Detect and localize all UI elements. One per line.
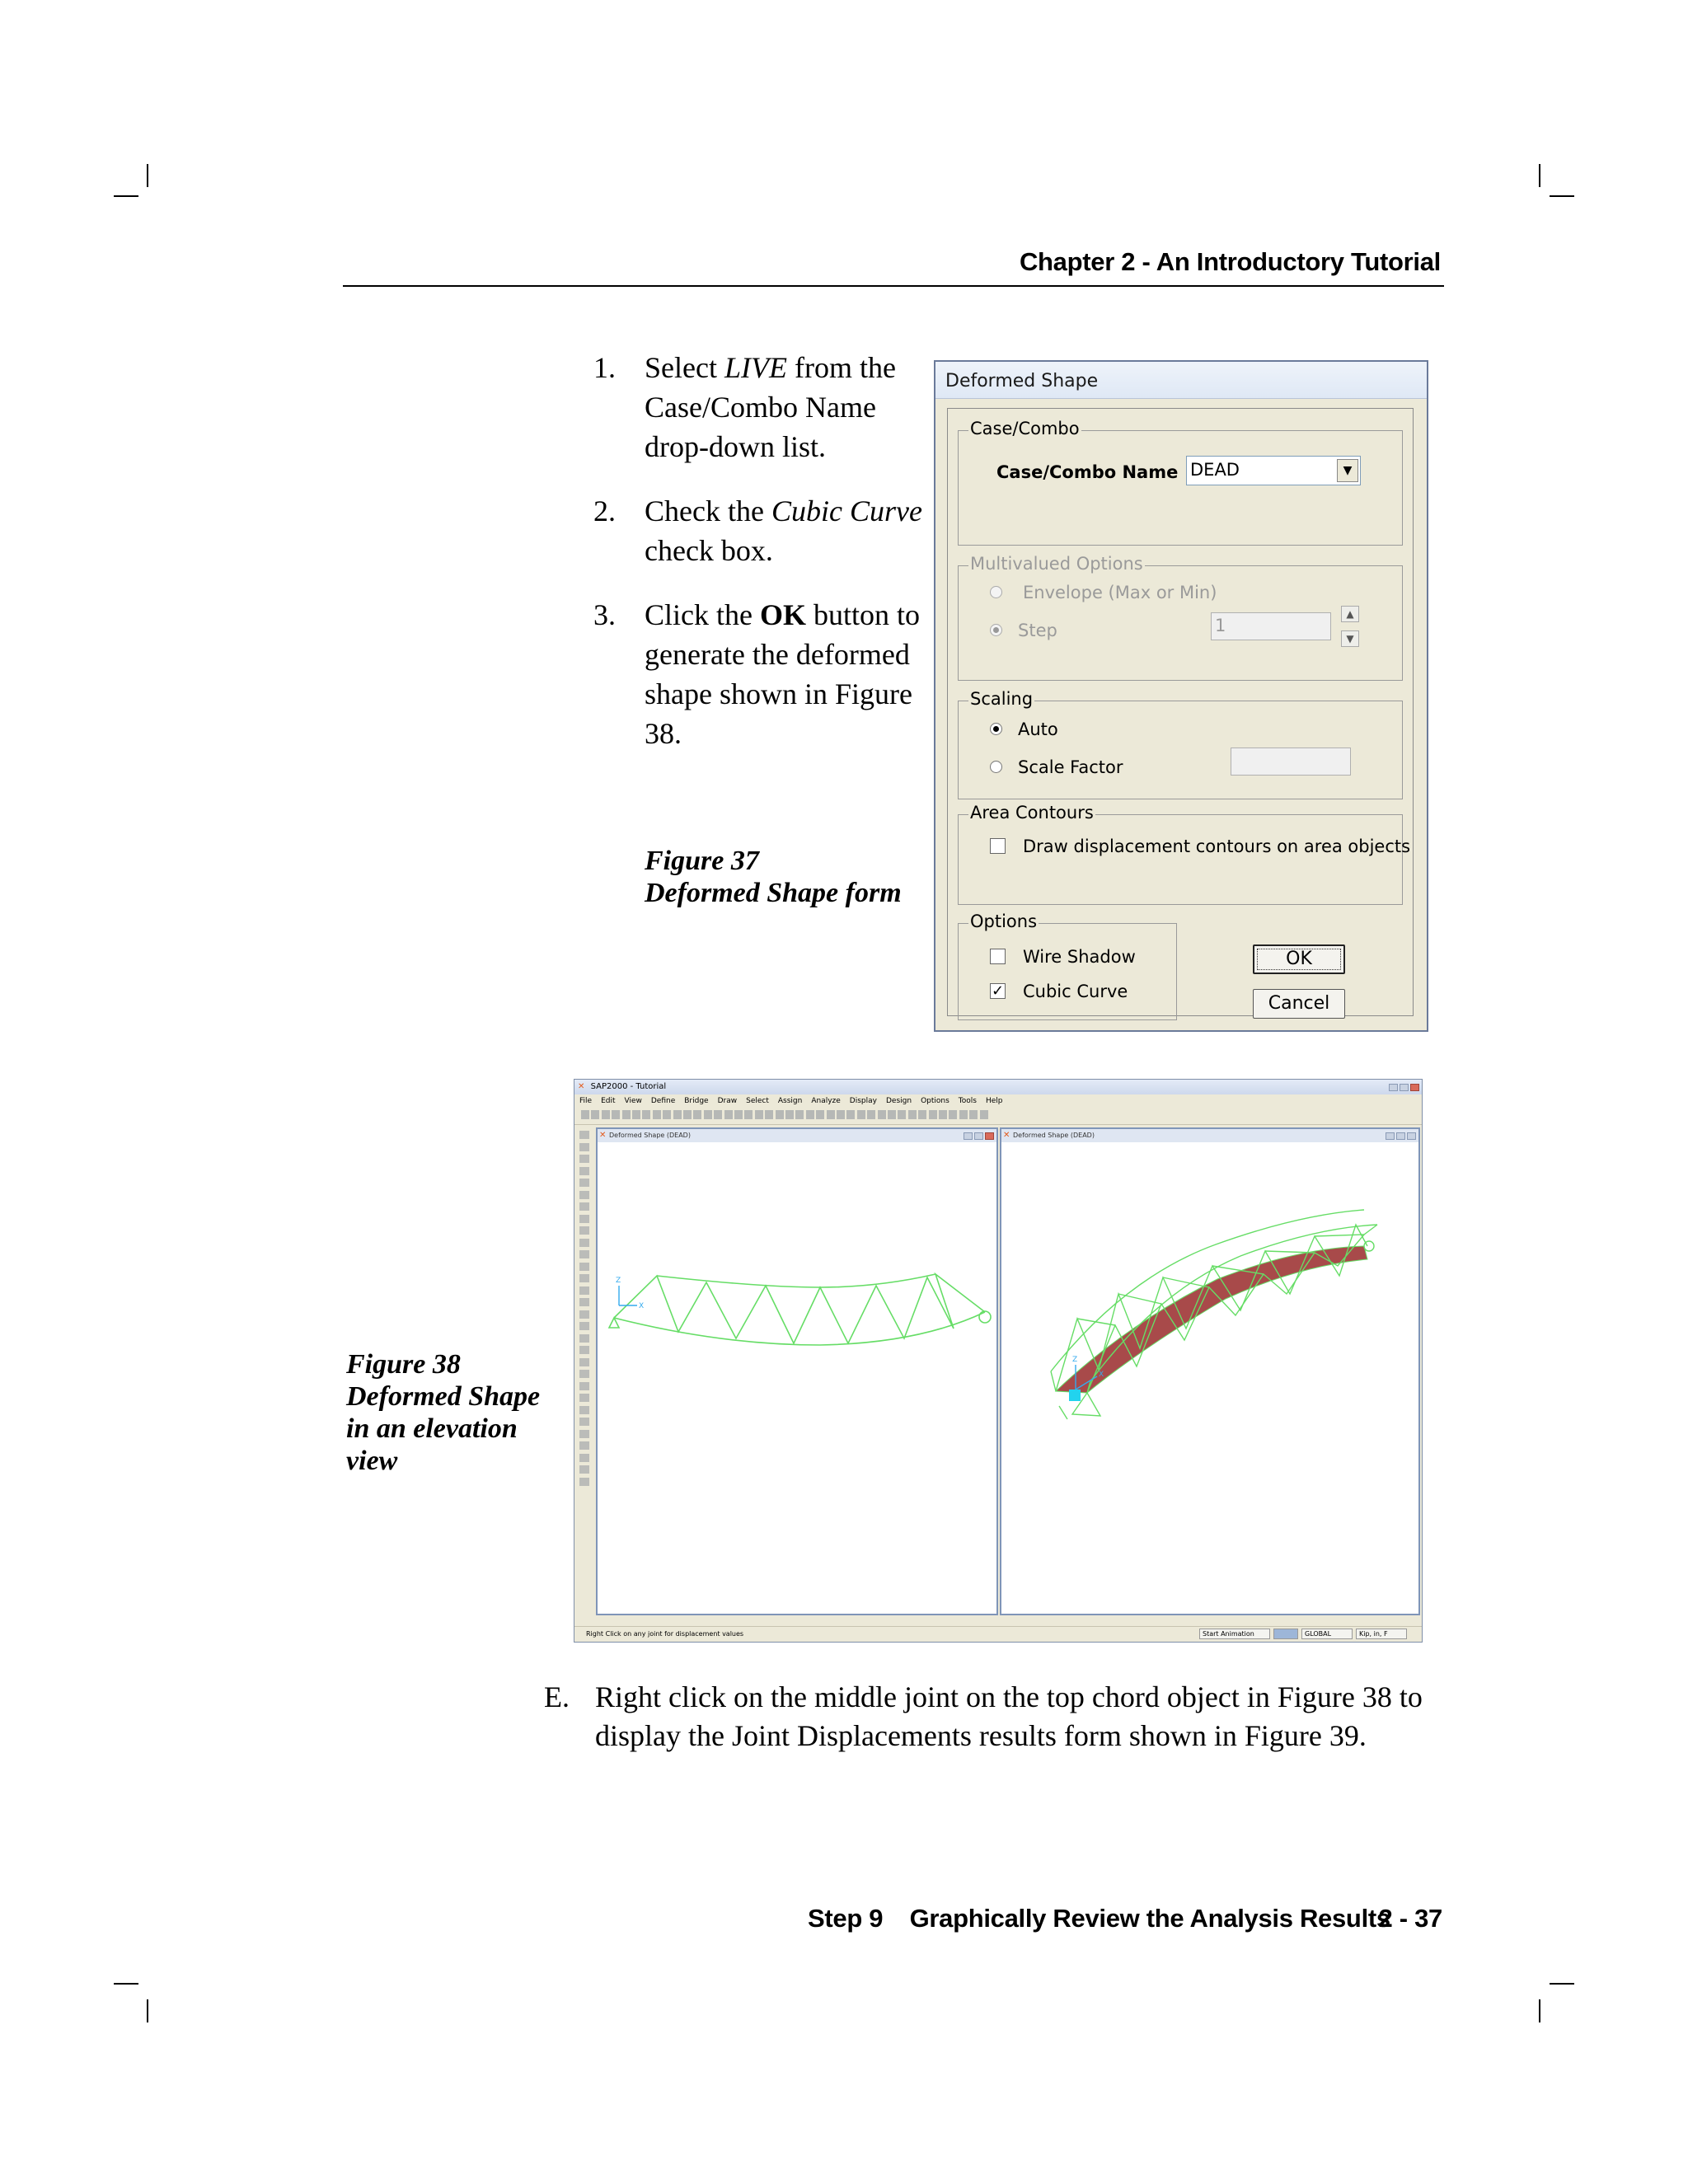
side-toolbar-icon[interactable] — [579, 1441, 589, 1450]
menu-define[interactable]: Define — [650, 1097, 676, 1105]
maximize-icon — [1400, 1084, 1409, 1091]
crop-mark — [1550, 195, 1574, 197]
side-toolbar-icon[interactable] — [579, 1430, 589, 1438]
area-contours-group: Area Contours Draw displacement contours on area objects — [958, 814, 1403, 905]
toolbar-icon[interactable] — [765, 1110, 773, 1119]
figure-label: Figure 37 — [645, 846, 759, 876]
step-number: 3. — [593, 598, 616, 631]
auto-radio[interactable] — [990, 723, 1002, 735]
scale-factor-radio[interactable] — [990, 761, 1002, 773]
multivalued-options-group: Multivalued Options Envelope (Max or Min) Step 1 ▲ ▼ — [958, 565, 1403, 681]
toolbar-icon[interactable] — [795, 1110, 804, 1119]
sap-logo-icon: ✕ — [1003, 1131, 1010, 1140]
toolbar-icon[interactable] — [939, 1110, 947, 1119]
crop-mark — [1539, 164, 1540, 187]
side-toolbar-icon[interactable] — [579, 1155, 589, 1163]
sap-logo-icon: ✕ — [578, 1082, 585, 1091]
step-up-icon[interactable]: ▲ — [1341, 606, 1359, 622]
side-toolbar-icon[interactable] — [579, 1131, 589, 1139]
toolbar-icon[interactable] — [846, 1110, 855, 1119]
menu-analyze[interactable]: Analyze — [811, 1097, 841, 1105]
menu-tools[interactable]: Tools — [958, 1097, 977, 1105]
dialog-titlebar[interactable] — [935, 362, 1427, 399]
area-contours-checkbox[interactable] — [990, 838, 1006, 854]
menu-display[interactable]: Display — [849, 1097, 877, 1105]
step-number: 2. — [593, 494, 616, 527]
toolbar-icon[interactable] — [827, 1110, 835, 1119]
toolbar-icon[interactable] — [949, 1110, 957, 1119]
toolbar-icon[interactable] — [857, 1110, 865, 1119]
minimize-icon — [964, 1132, 973, 1140]
web-members — [614, 1274, 985, 1343]
area-contours-label: Draw displacement contours on area objects — [1023, 837, 1411, 856]
figure-caption-text: in an elevation — [346, 1413, 518, 1444]
ok-button[interactable]: OK — [1253, 944, 1345, 974]
step-item: 3. Click the OK button to generate the deformed shape shown in Figure 38. — [593, 595, 923, 753]
toolbar-icon[interactable] — [806, 1110, 814, 1119]
figure-37-caption — [645, 845, 902, 909]
side-toolbar-icon[interactable] — [579, 1406, 589, 1414]
paragraph-label: E. — [544, 1680, 570, 1713]
right-view-pane[interactable] — [1000, 1127, 1420, 1615]
toolbar-icon[interactable] — [744, 1110, 753, 1119]
chapter-title: Chapter 2 - An Introductory Tutorial — [1019, 247, 1441, 276]
toolbar-icon[interactable] — [776, 1110, 784, 1119]
step-number: 1. — [593, 351, 616, 384]
maximize-icon — [1396, 1132, 1405, 1140]
toolbar-icon[interactable] — [878, 1110, 886, 1119]
crop-mark — [114, 195, 138, 197]
case-combo-name-label: Case/Combo Name — [996, 462, 1179, 482]
crop-mark — [1550, 1983, 1574, 1985]
close-icon — [985, 1132, 994, 1140]
side-toolbar-icon[interactable] — [579, 1202, 589, 1211]
side-toolbar-icon[interactable] — [579, 1263, 589, 1271]
side-toolbar-icon[interactable] — [579, 1370, 589, 1378]
side-toolbar-icon[interactable] — [579, 1215, 589, 1223]
crop-mark — [147, 164, 148, 187]
side-toolbar-icon[interactable] — [579, 1334, 589, 1343]
toolbar-icon[interactable] — [632, 1110, 640, 1119]
options-group: Options Wire Shadow ✓ Cubic Curve — [958, 923, 1177, 1020]
left-view-pane[interactable] — [596, 1127, 998, 1615]
footer-step: Step 9 — [808, 1904, 884, 1933]
side-toolbar-icon[interactable] — [579, 1179, 589, 1187]
paragraph-text: Right click on the middle joint on the top chord object in Figure 38 to display the Joint Displacements results form shown in Figure 39. — [595, 1680, 1423, 1752]
side-toolbar-icon[interactable] — [579, 1478, 589, 1486]
toolbar-icon[interactable] — [959, 1110, 968, 1119]
scale-factor-input[interactable] — [1231, 748, 1351, 776]
toolbar-icon[interactable] — [898, 1110, 906, 1119]
toolbar-icon[interactable] — [683, 1110, 692, 1119]
sap-titlebar — [574, 1080, 1422, 1094]
auto-label: Auto — [1018, 719, 1058, 739]
elevation-truss-drawing — [598, 1142, 996, 1614]
chevron-down-icon[interactable]: ▼ — [1337, 459, 1358, 482]
side-toolbar-icon[interactable] — [579, 1250, 589, 1258]
pane-title: Deformed Shape (DEAD) — [609, 1132, 691, 1139]
step-list — [593, 348, 923, 778]
side-toolbar-icon[interactable] — [579, 1382, 589, 1390]
axis-x-label: X — [639, 1302, 645, 1310]
case-combo-group: Case/Combo Case/Combo Name DEAD ▼ — [958, 430, 1403, 546]
roller-support — [1364, 1241, 1374, 1251]
axis-x-label: X — [1099, 1371, 1104, 1379]
side-toolbar-icon[interactable] — [579, 1322, 589, 1330]
footer-title: Graphically Review the Analysis Results — [909, 1904, 1390, 1933]
start-animation-button[interactable]: Start Animation — [1199, 1629, 1270, 1639]
sap-logo-icon: ✕ — [599, 1131, 607, 1140]
sap2000-screenshot — [574, 1079, 1423, 1643]
toolbar-icon[interactable] — [714, 1110, 722, 1119]
toolbar-icon[interactable] — [837, 1110, 845, 1119]
pane-title: Deformed Shape (DEAD) — [1013, 1132, 1095, 1139]
close-icon — [1407, 1132, 1416, 1140]
menu-bridge[interactable]: Bridge — [684, 1097, 709, 1105]
sap-side-toolbar — [576, 1126, 594, 1629]
page-footer — [808, 1904, 1442, 1933]
toolbar-icon[interactable] — [785, 1110, 794, 1119]
step-item: 1. Select LIVE from the Case/Combo Name drop-down list. — [593, 348, 923, 466]
menu-assign[interactable]: Assign — [777, 1097, 803, 1105]
sap-toolbar — [574, 1108, 1422, 1125]
crop-mark — [147, 1999, 148, 2022]
side-toolbar-icon[interactable] — [579, 1191, 589, 1199]
toolbar-icon[interactable] — [591, 1110, 599, 1119]
sap-statusbar — [574, 1626, 1422, 1642]
toolbar-icon[interactable] — [663, 1110, 671, 1119]
side-toolbar-icon[interactable] — [579, 1310, 589, 1319]
step-down-icon[interactable]: ▼ — [1341, 630, 1359, 647]
axis-z-label: Z — [616, 1277, 621, 1285]
toolbar-icon[interactable] — [704, 1110, 712, 1119]
toolbar-icon[interactable] — [867, 1110, 875, 1119]
side-toolbar-icon[interactable] — [579, 1298, 589, 1306]
dialog-body — [947, 408, 1414, 1016]
toolbar-icon[interactable] — [888, 1110, 896, 1119]
side-toolbar-icon[interactable] — [579, 1286, 589, 1295]
top-chord — [657, 1274, 935, 1287]
side-toolbar-icon[interactable] — [579, 1454, 589, 1462]
3d-truss-drawing — [1001, 1142, 1418, 1614]
crop-mark — [1539, 1999, 1540, 2022]
toolbar-icon[interactable] — [602, 1110, 610, 1119]
toolbar-icon[interactable] — [581, 1110, 589, 1119]
case-combo-select[interactable]: DEAD ▼ — [1186, 456, 1361, 485]
menu-options[interactable]: Options — [921, 1097, 950, 1105]
side-toolbar-icon[interactable] — [579, 1239, 589, 1247]
scaling-group: Scaling Auto Scale Factor — [958, 701, 1403, 799]
page-header — [343, 247, 1444, 287]
crop-mark — [114, 1983, 138, 1985]
side-toolbar-icon[interactable] — [579, 1465, 589, 1474]
side-toolbar-icon[interactable] — [579, 1274, 589, 1282]
coord-system-select[interactable]: GLOBAL — [1301, 1629, 1353, 1639]
pane-titlebar — [598, 1129, 996, 1142]
figure-caption-text: Deformed Shape form — [645, 878, 902, 908]
scale-factor-label: Scale Factor — [1018, 757, 1123, 777]
toolbar-icon[interactable] — [693, 1110, 701, 1119]
menu-help[interactable]: Help — [985, 1097, 1003, 1105]
side-toolbar-icon[interactable] — [579, 1143, 589, 1151]
toolbar-icon[interactable] — [622, 1110, 631, 1119]
bottom-chord — [614, 1312, 985, 1345]
body-paragraph — [544, 1678, 1442, 1755]
side-toolbar-icon[interactable] — [579, 1346, 589, 1354]
wire-shadow-checkbox[interactable] — [990, 949, 1006, 964]
side-toolbar-icon[interactable] — [579, 1358, 589, 1366]
toolbar-icon[interactable] — [816, 1110, 824, 1119]
envelope-label: Envelope (Max or Min) — [1023, 583, 1217, 602]
side-toolbar-icon[interactable] — [579, 1394, 589, 1402]
toolbar-icon[interactable] — [929, 1110, 937, 1119]
menu-draw[interactable]: Draw — [717, 1097, 738, 1105]
maximize-icon — [974, 1132, 983, 1140]
status-text: Right Click on any joint for displacement values — [586, 1630, 744, 1638]
toolbar-icon[interactable] — [673, 1110, 682, 1119]
menu-design[interactable]: Design — [885, 1097, 912, 1105]
toolbar-icon[interactable] — [969, 1110, 978, 1119]
deformed-shape-dialog — [934, 360, 1428, 1032]
toolbar-icon[interactable] — [918, 1110, 926, 1119]
sap-menubar — [574, 1094, 1422, 1108]
menu-file[interactable]: File — [579, 1097, 593, 1105]
menu-edit[interactable]: Edit — [601, 1097, 616, 1105]
side-toolbar-icon[interactable] — [579, 1167, 589, 1175]
step-item: 2. Check the Cubic Curve check box. — [593, 491, 923, 570]
close-icon — [1410, 1084, 1419, 1091]
envelope-radio[interactable] — [990, 586, 1002, 598]
selected-joint[interactable] — [1069, 1390, 1081, 1401]
cancel-button[interactable]: Cancel — [1253, 989, 1345, 1019]
menu-view[interactable]: View — [624, 1097, 642, 1105]
cubic-curve-checkbox[interactable]: ✓ — [991, 982, 1005, 1000]
animation-arrows-icon[interactable] — [1273, 1629, 1298, 1639]
minimize-icon — [1389, 1084, 1398, 1091]
side-toolbar-icon[interactable] — [579, 1226, 589, 1235]
step-radio[interactable] — [990, 624, 1002, 636]
units-select[interactable]: Kip, in, F — [1356, 1629, 1407, 1639]
menu-select[interactable]: Select — [746, 1097, 769, 1105]
minimize-icon — [1386, 1132, 1395, 1140]
toolbar-icon[interactable] — [980, 1110, 988, 1119]
figure-label: Figure 38 — [346, 1349, 461, 1380]
step-input[interactable]: 1 — [1211, 612, 1331, 640]
toolbar-icon[interactable] — [653, 1110, 661, 1119]
dialog-title: Deformed Shape — [945, 371, 1099, 391]
side-toolbar-icon[interactable] — [579, 1418, 589, 1426]
toolbar-icon[interactable] — [642, 1110, 650, 1119]
step-label: Step — [1018, 621, 1057, 640]
pane-titlebar — [1001, 1129, 1418, 1142]
toolbar-icon[interactable] — [734, 1110, 743, 1119]
wire-shadow-label: Wire Shadow — [1023, 947, 1136, 967]
axis-z-label: Z — [1072, 1356, 1078, 1364]
figure-caption-text: view — [346, 1446, 398, 1476]
toolbar-icon[interactable] — [612, 1110, 620, 1119]
sap-window-title: SAP2000 - Tutorial — [590, 1082, 667, 1091]
page-number: 2 - 37 — [1378, 1904, 1442, 1933]
toolbar-icon[interactable] — [724, 1110, 733, 1119]
cubic-curve-label: Cubic Curve — [1023, 982, 1128, 1001]
figure-caption-text: Deformed Shape — [346, 1381, 541, 1412]
toolbar-icon[interactable] — [908, 1110, 917, 1119]
roller-support — [979, 1311, 991, 1323]
figure-38-caption — [346, 1348, 540, 1477]
toolbar-icon[interactable] — [755, 1110, 763, 1119]
